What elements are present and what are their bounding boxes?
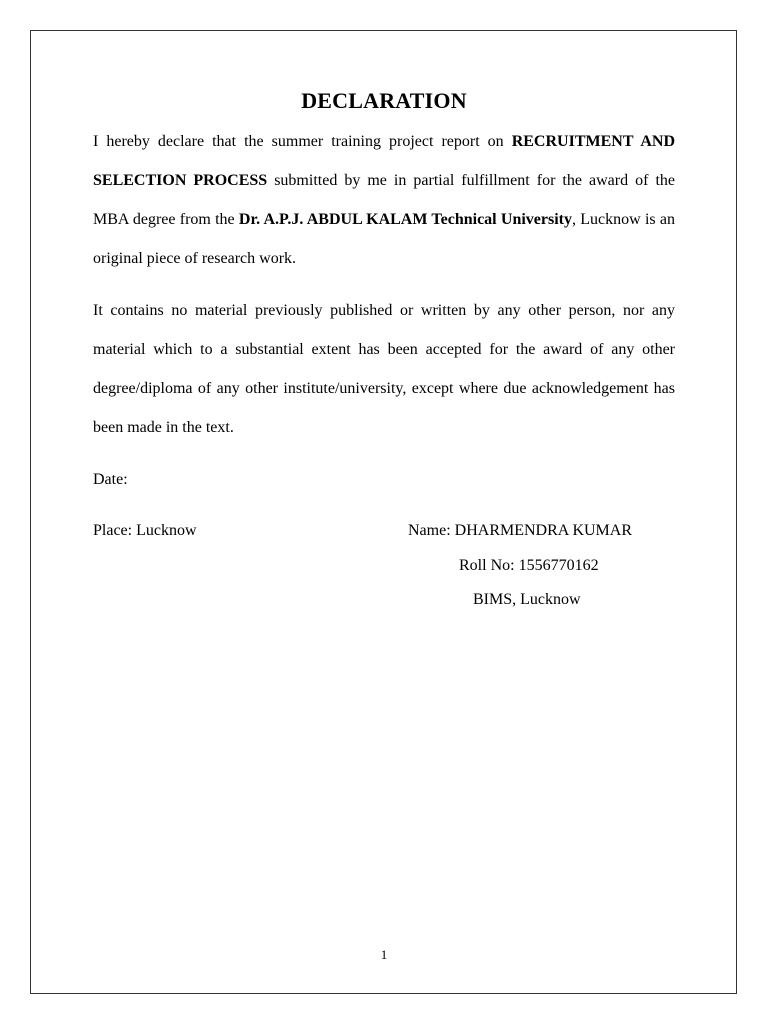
university-name: Dr. A.P.J. ABDUL KALAM Technical University	[238, 211, 572, 228]
page-title: DECLARATION	[301, 88, 467, 113]
place-label: Place: Lucknow	[93, 522, 197, 539]
roll-number: Roll No: 1556770162	[459, 557, 599, 574]
page-number: 1	[380, 947, 388, 962]
student-name: Name: DHARMENDRA KUMAR	[408, 522, 632, 539]
paragraph-text: submitted by me in partial fulfillment for the award of the MBA degree from the	[93, 172, 675, 228]
paragraph-text: , Lucknow is an original piece of research work.	[93, 211, 675, 267]
declaration-paragraph	[93, 122, 675, 278]
institute-name: BIMS, Lucknow	[473, 591, 581, 608]
originality-paragraph: It contains no material previously published or written by any other person, nor any material which to a substantial extent has been accepted for the award of any other degree/diploma of any other institute/university, except where due acknowledgement has been made in the text.	[93, 302, 675, 436]
date-label: Date:	[93, 471, 128, 488]
project-title: RECRUITMENT AND SELECTION PROCESS	[93, 133, 676, 189]
paragraph-text: I hereby declare that the summer training project report on	[93, 133, 512, 150]
